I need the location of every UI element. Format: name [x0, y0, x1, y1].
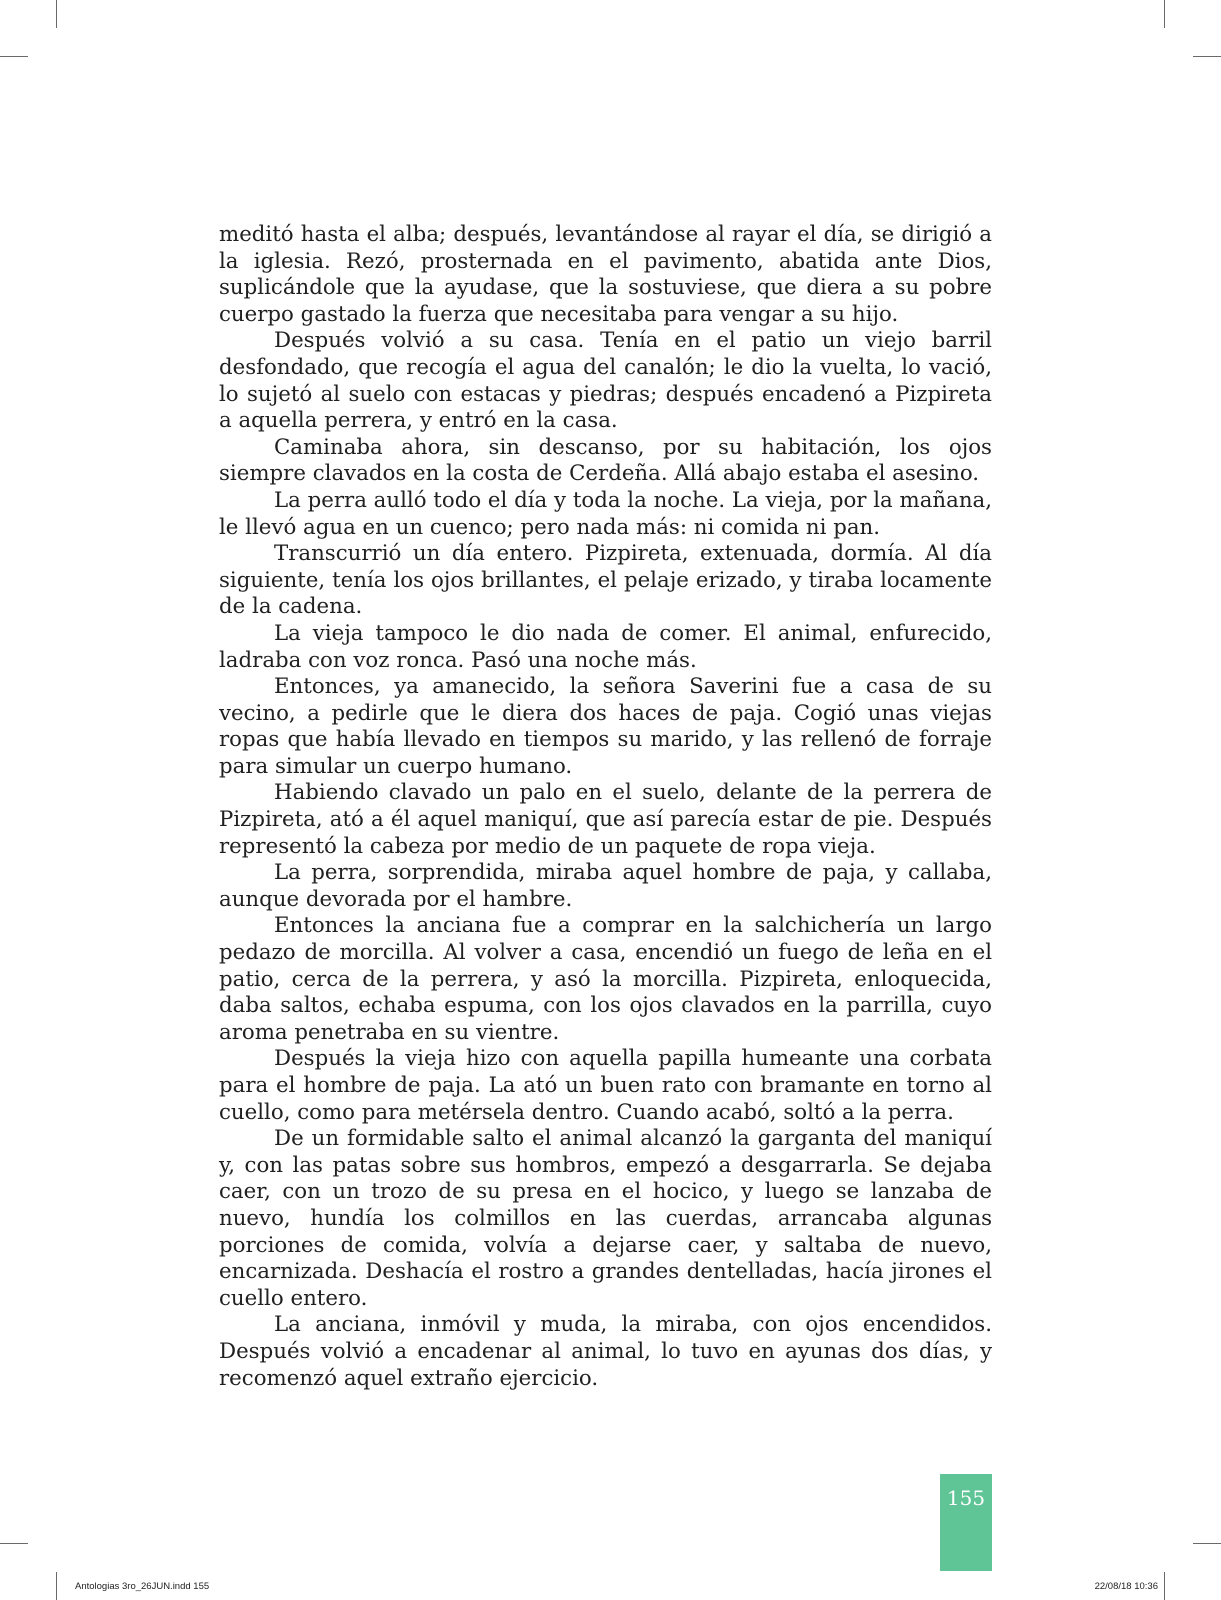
print-slug-timestamp: 22/08/18 10:36 — [1094, 1581, 1158, 1592]
body-text — [219, 222, 992, 1392]
paragraph: La anciana, inmóvil y muda, la miraba, con ojos encendidos. Después volvió a encadenar al animal, lo tuvo en ayunas dos días, y recomenzó aquel extraño ejercicio. — [219, 1312, 992, 1391]
crop-mark-right-bottom — [1193, 1543, 1221, 1544]
paragraph: Entonces la anciana fue a comprar en la salchichería un largo pedazo de morcilla. Al volver a casa, encendió un fuego de leña en el patio, cerca de la perrera, y asó la morcilla. Pizpireta, enloquecida, daba saltos, echaba espuma, con los ojos clavados en la parrilla, cuyo aroma penetraba en su vientre. — [219, 913, 992, 1045]
paragraph: La vieja tampoco le dio nada de comer. El animal, enfurecido, ladraba con voz ronca. Pasó una noche más. — [219, 620, 992, 673]
paragraph: Caminaba ahora, sin descanso, por su habitación, los ojos siempre clavados en la costa de Cerdeña. Allá abajo estaba el asesino. — [219, 434, 992, 487]
paragraph: La perra, sorprendida, miraba aquel hombre de paja, y callaba, aunque devorada por el hambre. — [219, 860, 992, 912]
crop-mark-top-right — [1164, 0, 1165, 28]
page-number-tab — [940, 1474, 992, 1571]
paragraph: meditó hasta el alba; después, levantándose al rayar el día, se dirigió a la iglesia. Rezó, prosternada en el pavimento, abatida ante Dios, suplicándole que la ayudase, que la sostuviese, que diera a su pobre cuerpo gastado la fuerza que necesitaba para vengar a su hijo. — [219, 222, 992, 327]
paragraph: Habiendo clavado un palo en el suelo, delante de la perrera de Pizpireta, ató a él aquel maniquí, que así parecía estar de pie. Después representó la cabeza por medio de un paquete de ropa vieja. — [219, 780, 992, 859]
paragraph: Entonces, ya amanecido, la señora Saverini fue a casa de su vecino, a pedirle que le diera dos haces de paja. Cogió unas viejas ropas que había llevado en tiempos su marido, y las rellenó de forraje para simular un cuerpo humano. — [219, 674, 992, 779]
paragraph: De un formidable salto el animal alcanzó la garganta del maniquí y, con las patas sobre sus hombros, empezó a desgarrarla. Se dejaba caer, con un trozo de su presa en el hocico, y luego se lanzaba de nuevo, hundía los colmillos en las cuerdas, arrancaba algunas porciones de comida, volvía a dejarse caer, y saltaba de nuevo, encarnizada. Deshacía el rostro a grandes dentelladas, hacía jirones el cuello entero. — [219, 1126, 992, 1311]
paragraph: La perra aulló todo el día y toda la noche. La vieja, por la mañana, le llevó agua en un cuenco; pero nada más: ni comida ni pan. — [219, 487, 992, 540]
paragraph: Después volvió a su casa. Tenía en el patio un viejo barril desfondado, que recogía el agua del canalón; le dio la vuelta, lo vació, lo sujetó al suelo con estacas y piedras; después encadenó a Pizpireta a aquella perrera, y entró en la casa. — [219, 328, 992, 434]
crop-mark-right-top — [1193, 56, 1221, 57]
crop-mark-top-left — [56, 0, 57, 28]
crop-mark-bottom-left — [56, 1572, 57, 1600]
crop-mark-bottom-right — [1164, 1572, 1165, 1600]
print-slug-filename: Antologias 3ro_26JUN.indd 155 — [75, 1581, 210, 1592]
page-number: 155 — [946, 1486, 986, 1510]
paragraph: Transcurrió un día entero. Pizpireta, extenuada, dormía. Al día siguiente, tenía los ojos brillantes, el pelaje erizado, y tiraba locamente de la cadena. — [219, 541, 992, 620]
paragraph: Después la vieja hizo con aquella papilla humeante una corbata para el hombre de paja. La ató un buen rato con bramante en torno al cuello, como para metérsela dentro. Cuando acabó, soltó a la perra. — [219, 1046, 992, 1125]
crop-mark-left-top — [0, 56, 28, 57]
crop-mark-left-bottom — [0, 1543, 28, 1544]
